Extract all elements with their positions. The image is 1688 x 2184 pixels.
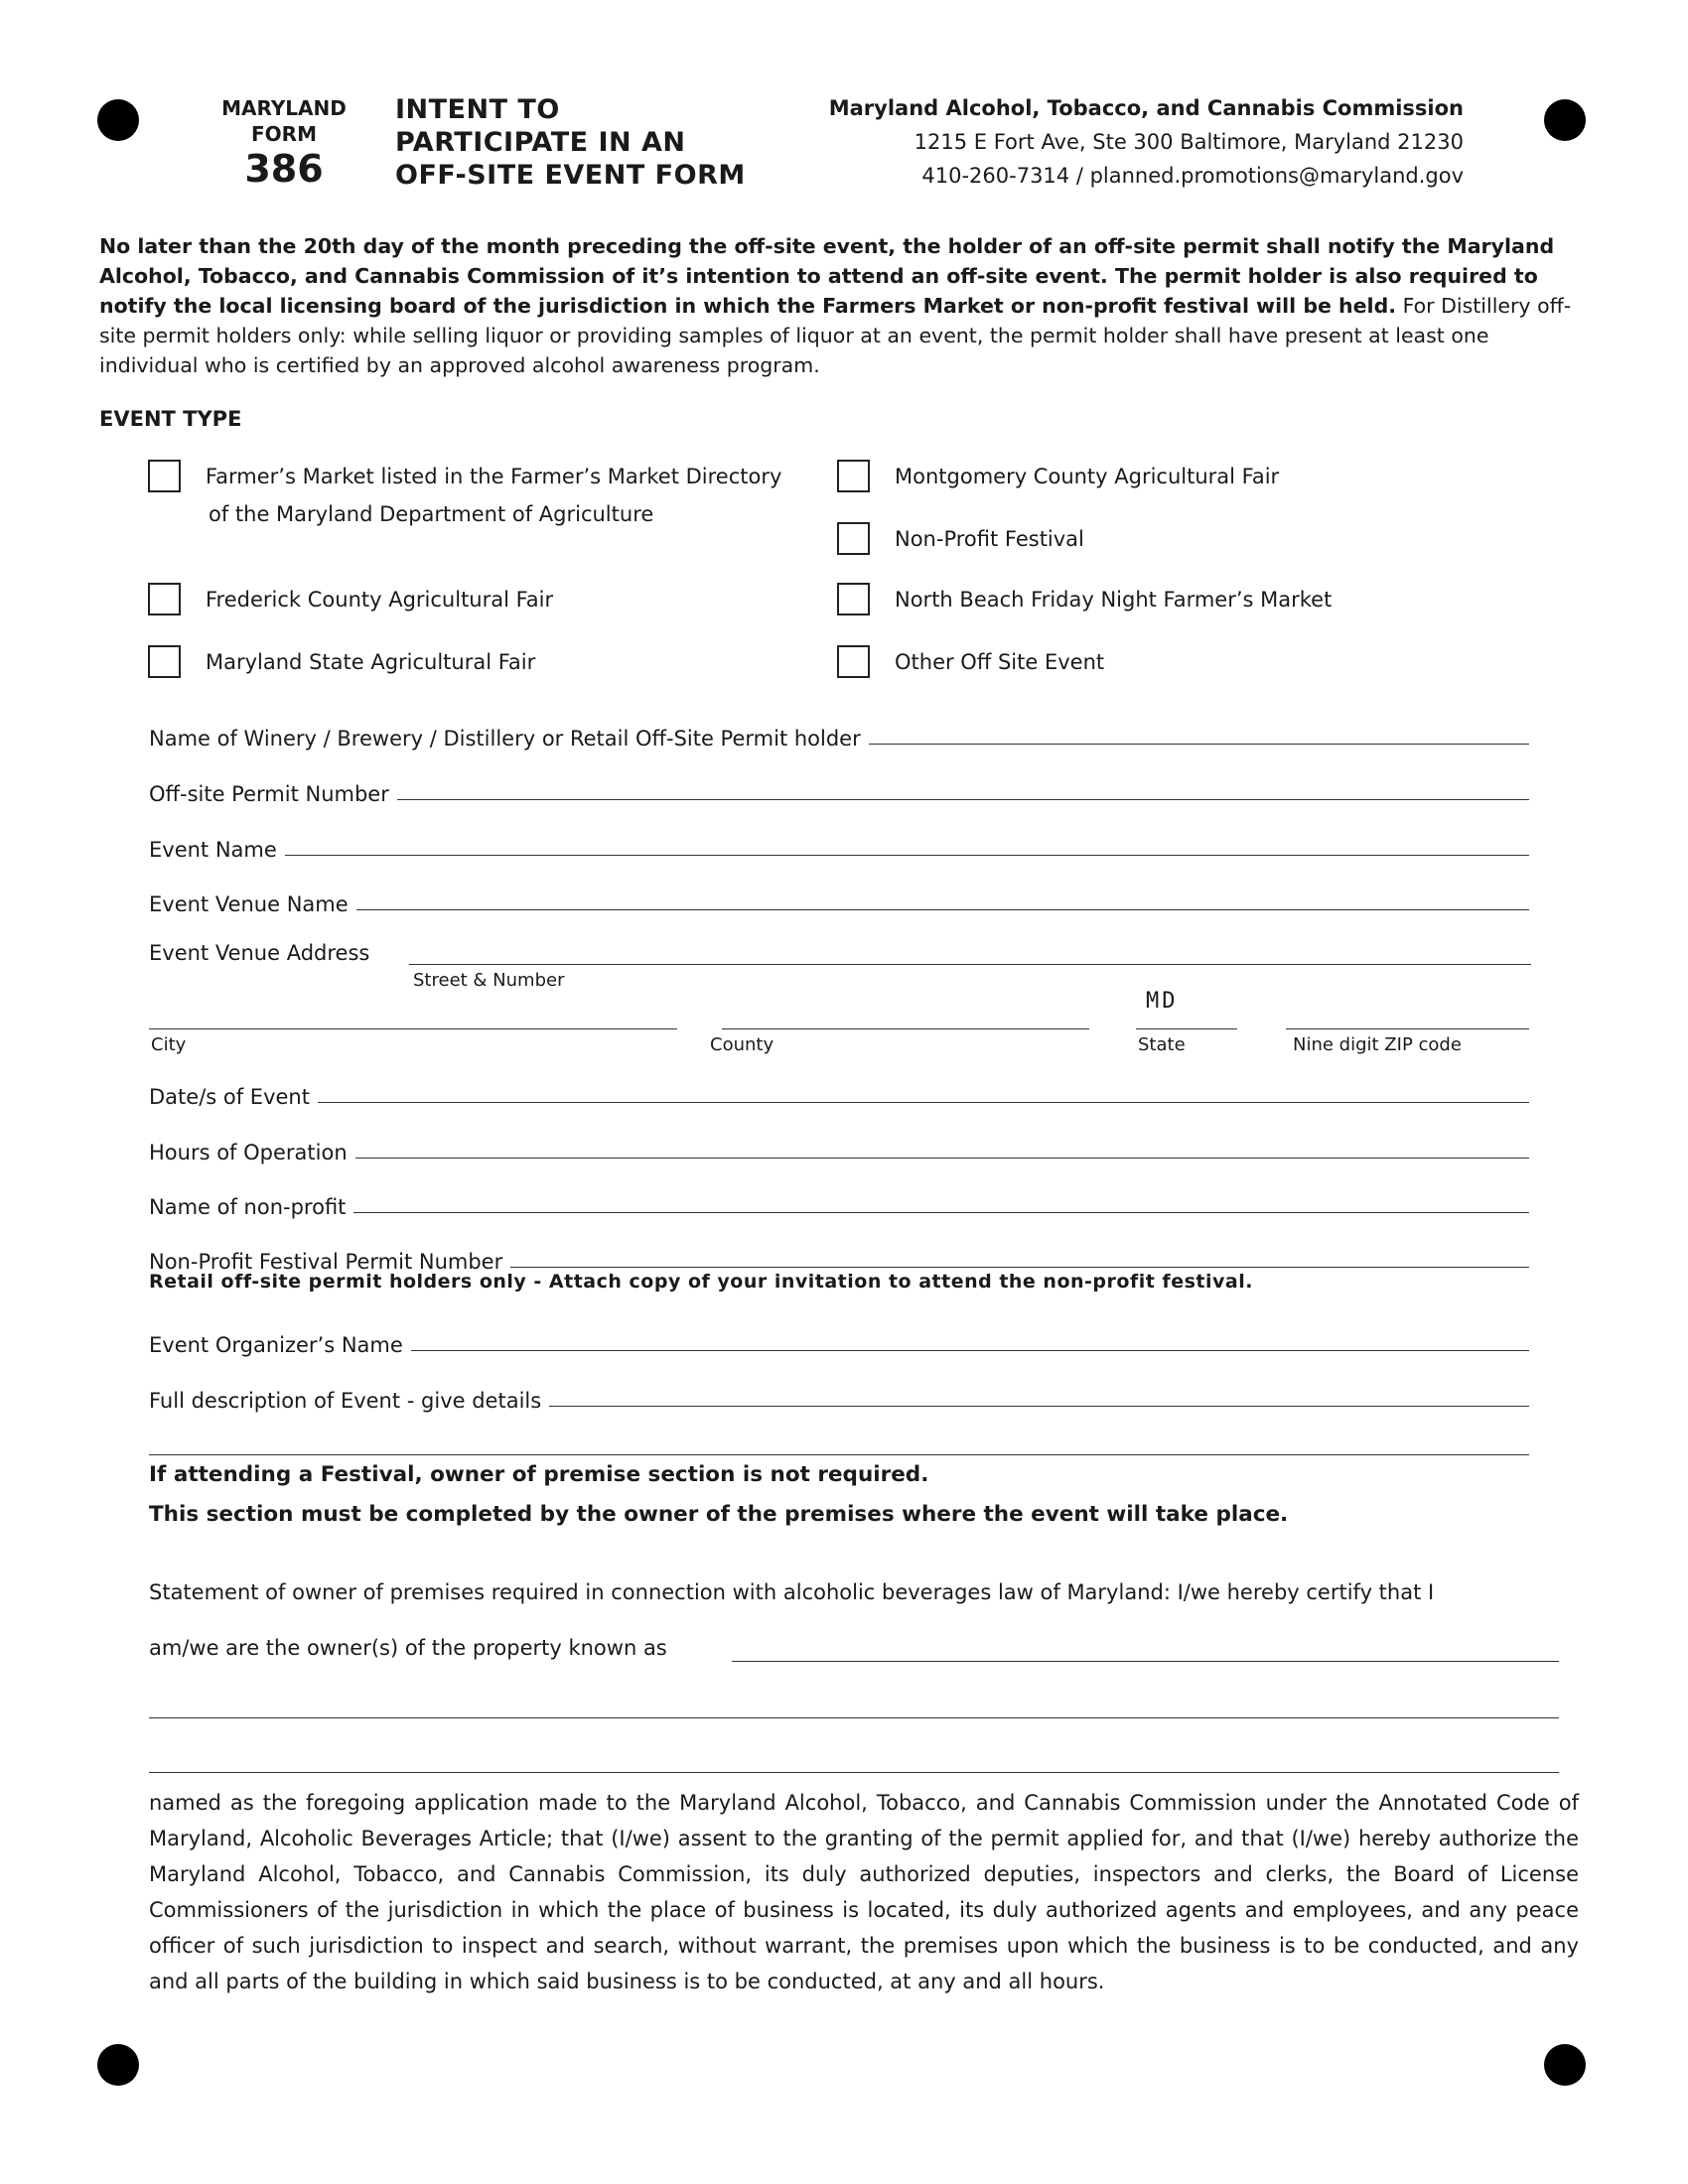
checkbox-farmers-market[interactable] (148, 460, 181, 492)
option-farmers-market-line1: Farmer’s Market listed in the Farmer’s Market Directory (206, 465, 782, 488)
field-label: Name of Winery / Brewery / Distillery or Retail Off-Site Permit holder (149, 727, 861, 751)
owner-statement: Statement of owner of premises required in connection with alcoholic beverages law of Maryland: I/we hereby certify that I (149, 1580, 1435, 1604)
fill-line[interactable] (869, 743, 1529, 745)
form-identifier (207, 95, 361, 191)
event-type-heading: EVENT TYPE (99, 407, 242, 431)
agency-contact: 410-260-7314 / planned.promotions@maryland.gov (921, 164, 1464, 188)
field-hours[interactable] (149, 1129, 1529, 1164)
checkbox-non-profit-festival[interactable] (837, 522, 870, 555)
fill-line[interactable] (397, 798, 1529, 800)
field-label: Hours of Operation (149, 1141, 348, 1164)
checkbox-north-beach-market[interactable] (837, 583, 870, 615)
field-label: Event Organizer’s Name (149, 1333, 403, 1357)
checkbox-frederick-fair[interactable] (148, 583, 181, 615)
option-non-profit-festival: Non-Profit Festival (895, 527, 1084, 551)
field-festival-permit[interactable] (149, 1238, 1529, 1274)
field-label: Non-Profit Festival Permit Number (149, 1250, 503, 1274)
intro-bold-text: No later than the 20th day of the month preceding the off-site event, the holder of an off-site permit shall notify the Maryland Alcohol, Tobacco, and Cannabis Commission of it’s intention to attend an off-site event. The permit holder is also required to notify the local licensing board of the jurisdiction in which the Farmers Market or non-profit festival will be held. (99, 234, 1555, 318)
form-title (395, 93, 746, 192)
option-north-beach-market: North Beach Friday Night Farmer’s Market (895, 588, 1333, 612)
zip-line[interactable] (1286, 1028, 1529, 1029)
retail-note: Retail off-site permit holders only - Attach copy of your invitation to attend the non-profit festival. (149, 1271, 1253, 1293)
owner-note: This section must be completed by the owner of the premises where the event will take place. (149, 1502, 1289, 1527)
agency-address: 1215 E Fort Ave, Ste 300 Baltimore, Maryland 21230 (914, 130, 1464, 154)
binder-hole-bottom-left (97, 2044, 139, 2086)
option-frederick-fair: Frederick County Agricultural Fair (206, 588, 554, 612)
fill-line[interactable] (285, 854, 1529, 856)
form-title-line: OFF-SITE EVENT FORM (395, 160, 746, 191)
description-line-2[interactable] (149, 1454, 1529, 1455)
field-organizer-name[interactable] (149, 1321, 1529, 1357)
field-event-dates[interactable] (149, 1073, 1529, 1109)
field-label: Name of non-profit (149, 1195, 347, 1219)
form-number: 386 (244, 147, 324, 191)
checkbox-montgomery-fair[interactable] (837, 460, 870, 492)
field-non-profit-name[interactable] (149, 1183, 1529, 1219)
fill-line[interactable] (318, 1101, 1529, 1103)
agency-block (829, 91, 1464, 193)
field-permit-number[interactable] (149, 770, 1529, 806)
binder-hole-top-left (97, 99, 139, 141)
field-label: Full description of Event - give details (149, 1389, 542, 1413)
field-event-description[interactable] (149, 1377, 1529, 1413)
checkbox-other-event[interactable] (837, 645, 870, 678)
fill-line[interactable] (353, 1211, 1529, 1213)
field-venue-name[interactable] (149, 881, 1529, 916)
agency-name: Maryland Alcohol, Tobacco, and Cannabis Commission (828, 96, 1464, 120)
city-caption: City (151, 1034, 187, 1055)
intro-normal-text: For Distillery off-site permit holders only: while selling liquor or providing samples of liquor at an event, the permit holder shall have present at least one individual who is certified by an approved alcohol awareness program. (99, 294, 1572, 377)
field-label: Event Name (149, 838, 277, 862)
intro-paragraph (99, 231, 1577, 380)
field-permit-holder-name[interactable] (149, 715, 1529, 751)
checkbox-maryland-state-fair[interactable] (148, 645, 181, 678)
binder-hole-top-right (1544, 99, 1586, 141)
festival-note: If attending a Festival, owner of premise section is not required. (149, 1462, 929, 1487)
street-line[interactable] (409, 964, 1531, 965)
property-line-2[interactable] (149, 1717, 1559, 1718)
option-maryland-state-fair: Maryland State Agricultural Fair (206, 650, 536, 674)
city-line[interactable] (149, 1028, 677, 1029)
form-title-line: PARTICIPATE IN AN (395, 127, 686, 158)
form-state: MARYLAND (221, 96, 347, 120)
fill-line[interactable] (549, 1405, 1529, 1407)
field-label: Off-site Permit Number (149, 782, 389, 806)
state-line[interactable] (1136, 1028, 1237, 1029)
option-montgomery-fair: Montgomery County Agricultural Fair (895, 465, 1280, 488)
option-other-event: Other Off Site Event (895, 650, 1105, 674)
owner-property-label: am/we are the owner(s) of the property known as (149, 1636, 667, 1660)
field-label: Event Venue Name (149, 892, 349, 916)
fill-line[interactable] (510, 1266, 1529, 1268)
option-farmers-market-line2: of the Maryland Department of Agriculture (209, 502, 654, 526)
field-label-venue-address: Event Venue Address (149, 941, 370, 965)
state-value: MD (1146, 989, 1179, 1014)
field-event-name[interactable] (149, 826, 1529, 862)
fill-line[interactable] (355, 1157, 1529, 1159)
form-title-line: INTENT TO (395, 94, 560, 125)
field-label: Date/s of Event (149, 1085, 310, 1109)
binder-hole-bottom-right (1544, 2044, 1586, 2086)
county-caption: County (710, 1034, 774, 1055)
fill-line[interactable] (411, 1349, 1529, 1351)
state-caption: State (1138, 1034, 1186, 1055)
street-caption: Street & Number (413, 970, 565, 991)
authorization-paragraph: named as the foregoing application made to the Maryland Alcohol, Tobacco, and Cannabis Commission under the Annotated Code of Maryland, Alcoholic Beverages Article; that (I/we) assent to the granting of the permit applied for, and that (I/we) hereby authorize the Maryland Alcohol, Tobacco, and Cannabis Commission, its duly authorized deputies, inspectors and clerks, the Board of License Commissioners of the jurisdiction in which the place of business is located, its duly authorized agents and employees, and any peace officer of such jurisdiction to inspect and search, without warrant, the premises upon which the business is to be conducted, and any and all parts of the building in which said business is to be conducted, at any and all hours. (149, 1791, 1579, 1993)
zip-caption: Nine digit ZIP code (1293, 1034, 1462, 1055)
form-label: FORM (251, 122, 317, 146)
county-line[interactable] (722, 1028, 1089, 1029)
fill-line[interactable] (356, 908, 1529, 910)
property-line-3[interactable] (149, 1772, 1559, 1773)
property-line-1[interactable] (732, 1661, 1559, 1662)
